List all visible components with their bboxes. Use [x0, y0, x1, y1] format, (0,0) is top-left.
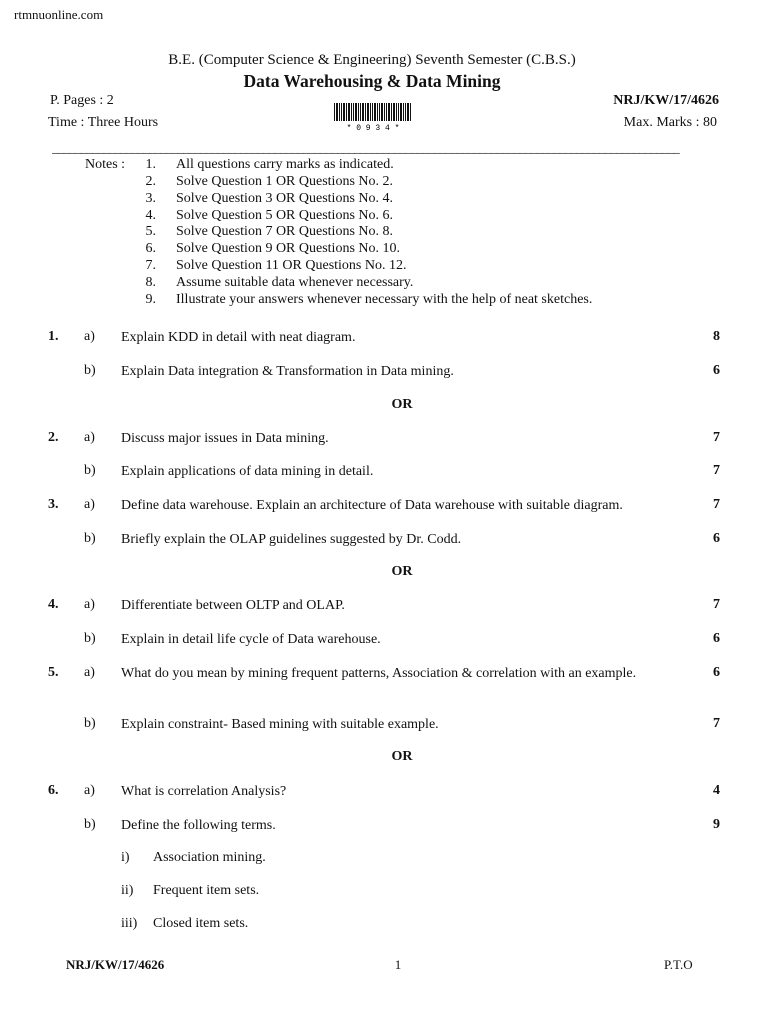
question-part: b)	[84, 817, 96, 832]
note-number: 5.	[145, 224, 156, 239]
note-text: Solve Question 7 OR Questions No. 8.	[176, 224, 393, 239]
question-marks: 6	[713, 363, 720, 378]
note-number: 6.	[145, 241, 156, 256]
sub-item-number: i)	[121, 850, 130, 865]
question-text: Explain applications of data mining in detail.	[121, 464, 374, 479]
question-marks: 8	[713, 329, 720, 344]
subject-title: Data Warehousing & Data Mining	[243, 71, 501, 91]
question-marks: 7	[713, 463, 720, 478]
question-text: Explain in detail life cycle of Data warehouse.	[121, 632, 381, 647]
question-number: 4.	[48, 597, 59, 612]
note-text: Assume suitable data whenever necessary.	[176, 275, 414, 290]
question-marks: 7	[713, 497, 720, 512]
note-number: 4.	[145, 208, 156, 223]
paper-code: NRJ/KW/17/4626	[613, 93, 719, 108]
question-text: What is correlation Analysis?	[121, 784, 287, 799]
question-text: Define the following terms.	[121, 818, 276, 833]
question-marks: 6	[713, 665, 720, 680]
question-text: Discuss major issues in Data mining.	[121, 431, 329, 446]
note-number: 1.	[145, 157, 156, 172]
question-number: 1.	[48, 329, 59, 344]
question-marks: 4	[713, 783, 720, 798]
question-part: b)	[84, 716, 96, 731]
sub-item-text: Frequent item sets.	[153, 883, 260, 898]
course-title: B.E. (Computer Science & Engineering) Seventh Semester (C.B.S.)	[168, 52, 576, 68]
site-watermark: rtmnuonline.com	[14, 7, 104, 22]
note-number: 8.	[145, 275, 156, 290]
sub-item-number: iii)	[121, 916, 138, 931]
note-number: 7.	[145, 258, 156, 273]
note-text: Illustrate your answers whenever necessary with the help of neat sketches.	[176, 292, 593, 307]
sub-item-number: ii)	[121, 883, 134, 898]
question-text: Explain constraint- Based mining with suitable example.	[121, 717, 439, 732]
or-separator: OR	[391, 749, 413, 764]
question-part: b)	[84, 631, 96, 646]
footer-paper-code: NRJ/KW/17/4626	[66, 957, 165, 972]
question-marks: 9	[713, 817, 720, 832]
question-part: a)	[84, 329, 95, 344]
header-divider: ______________________________________________________________________________________________________________	[52, 140, 680, 155]
question-part: a)	[84, 597, 95, 612]
max-marks: Max. Marks : 80	[623, 115, 717, 130]
exam-duration: Time : Three Hours	[48, 115, 159, 130]
question-marks: 6	[713, 531, 720, 546]
question-number: 6.	[48, 783, 59, 798]
question-number: 2.	[48, 430, 59, 445]
note-text: Solve Question 11 OR Questions No. 12.	[176, 258, 407, 273]
barcode-bars	[334, 103, 411, 121]
question-number: 5.	[48, 665, 59, 680]
notes-label: Notes :	[85, 157, 126, 172]
sub-item-text: Association mining.	[153, 850, 266, 865]
question-part: a)	[84, 783, 95, 798]
question-number: 3.	[48, 497, 59, 512]
note-text: All questions carry marks as indicated.	[176, 157, 394, 172]
note-text: Solve Question 3 OR Questions No. 4.	[176, 191, 393, 206]
question-part: b)	[84, 463, 96, 478]
question-part: a)	[84, 430, 95, 445]
note-text: Solve Question 5 OR Questions No. 6.	[176, 208, 393, 223]
question-marks: 7	[713, 597, 720, 612]
question-marks: 7	[713, 716, 720, 731]
or-separator: OR	[391, 564, 413, 579]
barcode-number: * 0 9 3 4 *	[346, 124, 400, 131]
please-turn-over: P.T.O	[664, 957, 693, 972]
question-part: a)	[84, 497, 95, 512]
question-text: Explain KDD in detail with neat diagram.	[121, 330, 356, 345]
note-text: Solve Question 1 OR Questions No. 2.	[176, 174, 393, 189]
or-separator: OR	[391, 397, 413, 412]
question-part: b)	[84, 363, 96, 378]
barcode	[333, 103, 413, 131]
note-number: 9.	[145, 292, 156, 307]
page-count: P. Pages : 2	[50, 93, 114, 108]
sub-item-text: Closed item sets.	[153, 916, 249, 931]
question-marks: 7	[713, 430, 720, 445]
note-number: 2.	[145, 174, 156, 189]
question-part: a)	[84, 665, 95, 680]
page-number: 1	[394, 957, 402, 972]
question-text: What do you mean by mining frequent patterns, Association & correlation with an example.	[121, 666, 637, 681]
question-text: Briefly explain the OLAP guidelines suggested by Dr. Codd.	[121, 532, 462, 547]
question-text: Define data warehouse. Explain an architecture of Data warehouse with suitable diagram.	[121, 498, 623, 513]
question-marks: 6	[713, 631, 720, 646]
note-text: Solve Question 9 OR Questions No. 10.	[176, 241, 400, 256]
question-part: b)	[84, 531, 96, 546]
note-number: 3.	[145, 191, 156, 206]
question-text: Explain Data integration & Transformation in Data mining.	[121, 364, 454, 379]
question-text: Differentiate between OLTP and OLAP.	[121, 598, 345, 613]
